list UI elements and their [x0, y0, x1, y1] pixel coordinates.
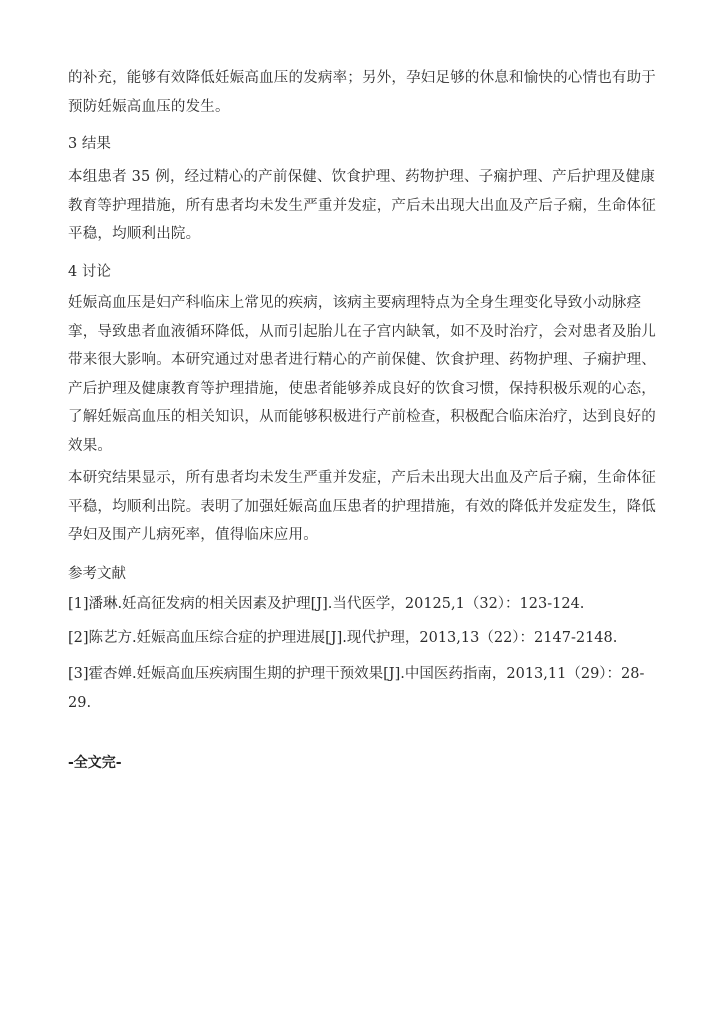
reference-item: [1]潘琳.妊高征发病的相关因素及护理[J].当代医学，20125,1（32）：123-124.	[68, 596, 585, 612]
intro-line: 预防妊娠高血压的发生。	[68, 98, 230, 115]
references-heading: 参考文献	[68, 566, 126, 582]
end-of-text-mark: -全文完-	[68, 755, 122, 771]
discussion-line: 本研究结果显示，所有患者均未发生严重并发症，产后未出现大出血及产后子痫，生命体征	[68, 470, 656, 486]
reference-item: [3]霍杏婵.妊娠高血压疾病围生期的护理干预效果[J].中国医药指南，2013,11（29）：28-29.	[68, 666, 645, 711]
discussion-paragraph-1	[68, 289, 656, 460]
results-heading: 3 结果	[68, 136, 111, 152]
discussion-line: 平稳，均顺利出院。表明了加强妊娠高血压患者的护理措施，有效的降低并发症发生，降低	[68, 498, 656, 515]
discussion-line: 孕妇及围产儿病死率，值得临床应用。	[68, 527, 318, 543]
discussion-line: 带来很大影响。本研究通过对患者进行精心的产前保健、饮食护理、药物护理、子痫护理、	[68, 352, 656, 368]
discussion-line: 效果。	[68, 437, 113, 454]
results-line: 平稳，均顺利出院。	[68, 226, 201, 242]
discussion-heading: 4 讨论	[68, 264, 111, 280]
discussion-line: 产后护理及健康教育等护理措施，使患者能够养成良好的饮食习惯，保持积极乐观的心态，	[68, 380, 656, 397]
discussion-line: 妊娠高血压是妇产科临床上常见的疾病，该病主要病理特点为全身生理变化导致小动脉痉	[68, 295, 642, 311]
results-paragraph	[68, 163, 656, 249]
intro-paragraph	[68, 64, 656, 121]
discussion-line: 了解妊娠高血压的相关知识，从而能够积极进行产前检查，积极配合临床治疗，达到良好的	[68, 409, 656, 425]
discussion-paragraph-2	[68, 464, 656, 550]
discussion-line: 挛，导致患者血液循环降低，从而引起胎儿在子宫内缺氧，如不及时治疗，会对患者及胎儿	[68, 323, 656, 340]
results-line: 教育等护理措施，所有患者均未发生严重并发症，产后未出现大出血及产后子痫，生命体征	[68, 197, 656, 214]
intro-line: 的补充，能够有效降低妊娠高血压的发病率；另外，孕妇足够的休息和愉快的心情也有助于	[68, 70, 656, 86]
results-line: 本组患者 35 例，经过精心的产前保健、饮食护理、药物护理、子痫护理、产后护理及健康	[68, 169, 656, 185]
reference-item: [2]陈艺方.妊娠高血压综合症的护理进展[J].现代护理，2013,13（22）：2147-2148.	[68, 630, 618, 646]
